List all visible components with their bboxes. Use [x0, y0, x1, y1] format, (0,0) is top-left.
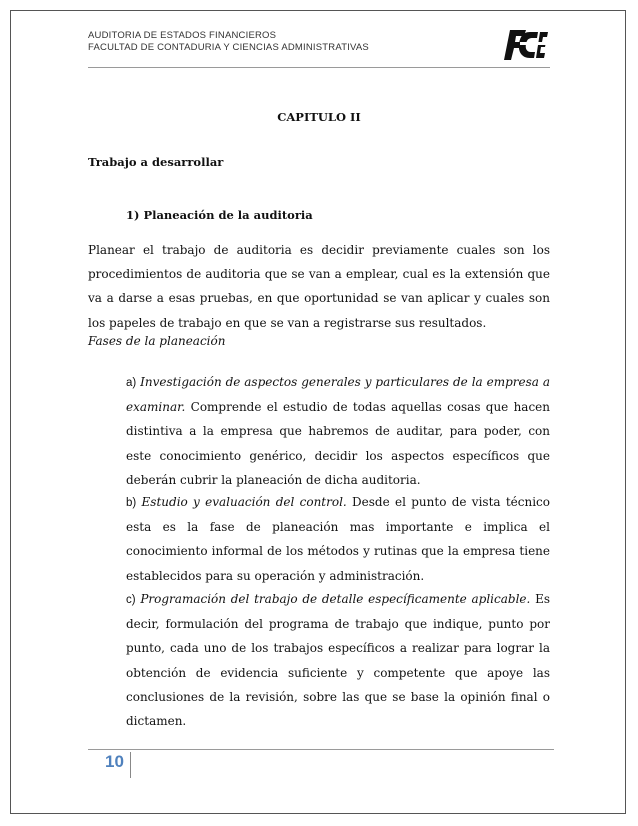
page-number: 10: [105, 752, 124, 771]
page-number-divider: [130, 752, 131, 778]
phase-letter: b): [126, 497, 137, 509]
header-line-2: FACULTAD DE CONTADURIA Y CIENCIAS ADMINISTRATIVAS: [88, 42, 369, 53]
phase-letter: a): [126, 377, 137, 389]
header-rule: [88, 67, 550, 68]
section-title: Trabajo a desarrollar: [88, 155, 224, 169]
phase-item: [126, 587, 550, 733]
phases-title: Fases de la planeación: [88, 334, 226, 348]
phase-letter: c): [126, 594, 136, 606]
subsection-title: 1) Planeación de la auditoria: [126, 208, 313, 222]
chapter-title: CAPITULO II: [277, 110, 361, 124]
intro-paragraph: Planear el trabajo de auditoria es decidir previamente cuales son los procedimientos de auditoria que se van a emplear, cual es la extensión que va a darse a esas pruebas, en que oportunidad se van aplicar y cuales son los papeles de trabajo en que se van a registrarse sus resultados.: [88, 243, 550, 330]
document-header: [88, 30, 550, 54]
phase-text: Comprende el estudio de todas aquellas cosas que hacen distintiva a la empresa que habremos de auditar, para poder, con este conocimiento genérico, decidir los aspectos específicos que deberán cubrir la planeación de dicha auditoria.: [126, 400, 550, 487]
phase-heading: Programación del trabajo de detalle específicamente aplicable.: [140, 592, 531, 606]
phase-item: [126, 370, 550, 492]
phase-heading: Estudio y evaluación del control.: [141, 495, 347, 509]
phase-text: Desde el punto de vista técnico esta es la fase de planeación mas importante e implica el conocimiento informal de los métodos y rutinas que la empresa tiene establecidos para su operación y administración.: [126, 495, 550, 583]
faculty-logo-icon: [500, 24, 550, 64]
phase-heading: Investigación de aspectos generales y particulares de la empresa a examinar.: [126, 375, 550, 415]
footer-rule: [88, 749, 554, 750]
phase-item: [126, 490, 550, 588]
phase-text: Es decir, formulación del programa de trabajo que indique, punto por punto, cada uno de los trabajos específicos a realizar para lograr la obtención de evidencia suficiente y competente que apoye las conclusiones de la revisión, sobre las que se base la opinión final o dictamen.: [126, 592, 550, 729]
header-line-1: AUDITORIA DE ESTADOS FINANCIEROS: [88, 30, 277, 41]
